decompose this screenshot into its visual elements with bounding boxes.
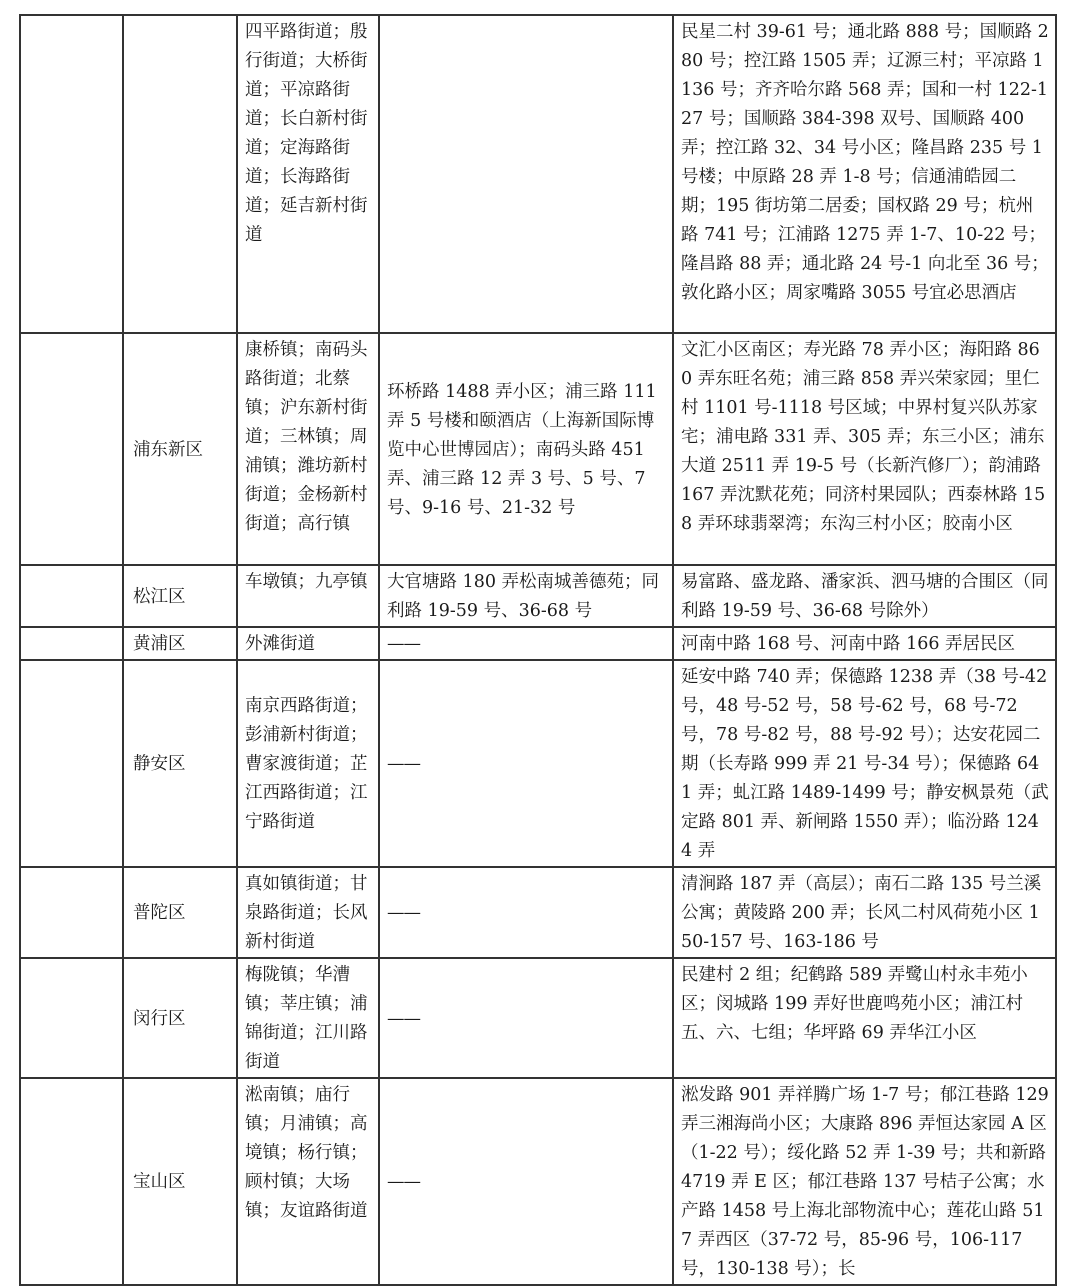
table-row bbox=[20, 867, 1056, 958]
streets-cell: 南京西路街道；彭浦新村街道；曹家渡街道；芷江西路街道；江宁路街道 bbox=[237, 660, 379, 867]
empty-dash: —— bbox=[387, 754, 420, 774]
table-row bbox=[20, 1078, 1056, 1285]
low-risk-area-cell: 易富路、盛龙路、潘家浜、泗马塘的合围区（同利路 19-59 号、36-68 号除外） bbox=[673, 565, 1056, 627]
medium-risk-area-cell bbox=[379, 15, 673, 333]
district-cell: 宝山区 bbox=[123, 1078, 237, 1285]
low-risk-area-cell: 河南中路 168 号、河南中路 166 弄居民区 bbox=[673, 627, 1056, 660]
risk-area-table-wrapper bbox=[19, 14, 1057, 1286]
low-risk-area-cell: 民建村 2 组；纪鹤路 589 弄鹭山村永丰苑小区；闵城路 199 弄好世鹿鸣苑小区；浦江村五、六、七组；华坪路 69 弄华江小区 bbox=[673, 958, 1056, 1078]
low-risk-area-cell: 延安中路 740 弄；保德路 1238 弄（38 号-42 号，48 号-52 号，58 号-62 号，68 号-72 号，78 号-82 号，88 号-92 号）；达安花园二期（长寿路 999 弄 21 号-34 号）；保德路 641 弄；虬江路 1489-1499 号；静安枫景苑（武定路 801 弄、新闸路 1550 弄）；临汾路 1244 弄 bbox=[673, 660, 1056, 867]
empty-dash: —— bbox=[387, 1172, 420, 1192]
table-row bbox=[20, 15, 1056, 333]
medium-risk-area-cell: 环桥路 1488 弄小区；浦三路 111 弄 5 号楼和颐酒店（上海新国际博览中心世博园店）；南码头路 451 弄、浦三路 12 弄 3 号、5 号、7 号、9-16 号、21-32 号 bbox=[379, 333, 673, 565]
low-risk-area-cell: 民星二村 39-61 号；通北路 888 号；国顺路 280 号；控江路 1505 弄；辽源三村；平凉路 1136 号；齐齐哈尔路 568 弄；国和一村 122-127 号；国顺路 384-398 双号、国顺路 400 弄；控江路 32、34 号小区；隆昌路 235 号 1 号楼；中原路 28 弄 1-8 号；信通浦皓园二期；195 街坊第二居委；国权路 29 号；杭州路 741 号；江浦路 1275 弄 1-7、10-22 号；隆昌路 88 弄；通北路 24 号-1 向北至 36 号；敦化路小区；周家嘴路 3055 号宜必思酒店 bbox=[673, 15, 1056, 333]
streets-cell: 真如镇街道；甘泉路街道；长风新村街道 bbox=[237, 867, 379, 958]
table-row bbox=[20, 958, 1056, 1078]
blank-column-cell bbox=[20, 958, 123, 1078]
district-cell: 普陀区 bbox=[123, 867, 237, 958]
medium-risk-area-cell bbox=[379, 958, 673, 1078]
streets-cell: 车墩镇；九亭镇 bbox=[237, 565, 379, 627]
medium-risk-area-cell: 大官塘路 180 弄松南城善德苑；同利路 19-59 号、36-68 号 bbox=[379, 565, 673, 627]
empty-dash: —— bbox=[387, 634, 420, 654]
empty-dash: —— bbox=[387, 1008, 420, 1029]
district-cell: 松江区 bbox=[123, 565, 237, 627]
blank-column-cell bbox=[20, 627, 123, 660]
blank-column-cell bbox=[20, 1078, 123, 1285]
medium-risk-area-cell bbox=[379, 867, 673, 958]
streets-cell: 四平路街道；殷行街道；大桥街道；平凉路街道；长白新村街道；定海路街道；长海路街道；延吉新村街道 bbox=[237, 15, 379, 333]
streets-cell: 外滩街道 bbox=[237, 627, 379, 660]
blank-column-cell bbox=[20, 565, 123, 627]
district-cell: 闵行区 bbox=[123, 958, 237, 1078]
medium-risk-area-cell bbox=[379, 660, 673, 867]
table-row bbox=[20, 565, 1056, 627]
low-risk-area-cell: 淞发路 901 弄祥腾广场 1-7 号；郁江巷路 129 弄三湘海尚小区；大康路 896 弄恒达家园 A 区（1-22 号）；绥化路 52 弄 1-39 号；共和新路 4719 弄 E 区；郁江巷路 137 号桔子公寓；水产路 1458 号上海北部物流中心；莲花山路 517 弄西区（37-72 号，85-96 号，106-117 号，130-138 号）；长 bbox=[673, 1078, 1056, 1285]
district-cell: 静安区 bbox=[123, 660, 237, 867]
low-risk-area-cell: 清涧路 187 弄（高层）；南石二路 135 号兰溪公寓；黄陵路 200 弄；长风二村风荷苑小区 150-157 号、163-186 号 bbox=[673, 867, 1056, 958]
low-risk-area-cell: 文汇小区南区；寿光路 78 弄小区；海阳路 860 弄东旺名苑；浦三路 858 弄兴荣家园；里仁村 1101 号-1118 号区域；中界村复兴队苏家宅；浦电路 331 弄、305 弄；东三小区；浦东大道 2511 弄 19-5 号（长新汽修厂）；韵浦路 167 弄沈默花苑；同济村果园队；西泰林路 158 弄环球翡翠湾；东沟三村小区；胶南小区 bbox=[673, 333, 1056, 565]
risk-area-table bbox=[19, 14, 1057, 1286]
empty-dash: —— bbox=[387, 903, 420, 923]
table-row bbox=[20, 660, 1056, 867]
blank-column-cell bbox=[20, 660, 123, 867]
medium-risk-area-cell bbox=[379, 627, 673, 660]
medium-risk-area-cell bbox=[379, 1078, 673, 1285]
district-cell bbox=[123, 15, 237, 333]
table-row bbox=[20, 627, 1056, 660]
blank-column-cell bbox=[20, 867, 123, 958]
blank-column-cell bbox=[20, 15, 123, 333]
streets-cell: 淞南镇；庙行镇；月浦镇；高境镇；杨行镇；顾村镇；大场镇；友谊路街道 bbox=[237, 1078, 379, 1285]
table-row bbox=[20, 333, 1056, 565]
blank-column-cell bbox=[20, 333, 123, 565]
district-cell: 黄浦区 bbox=[123, 627, 237, 660]
streets-cell: 梅陇镇；华漕镇；莘庄镇；浦锦街道；江川路街道 bbox=[237, 958, 379, 1078]
streets-cell: 康桥镇；南码头路街道；北蔡镇；沪东新村街道；三林镇；周浦镇；潍坊新村街道；金杨新村街道；高行镇 bbox=[237, 333, 379, 565]
district-cell: 浦东新区 bbox=[123, 333, 237, 565]
